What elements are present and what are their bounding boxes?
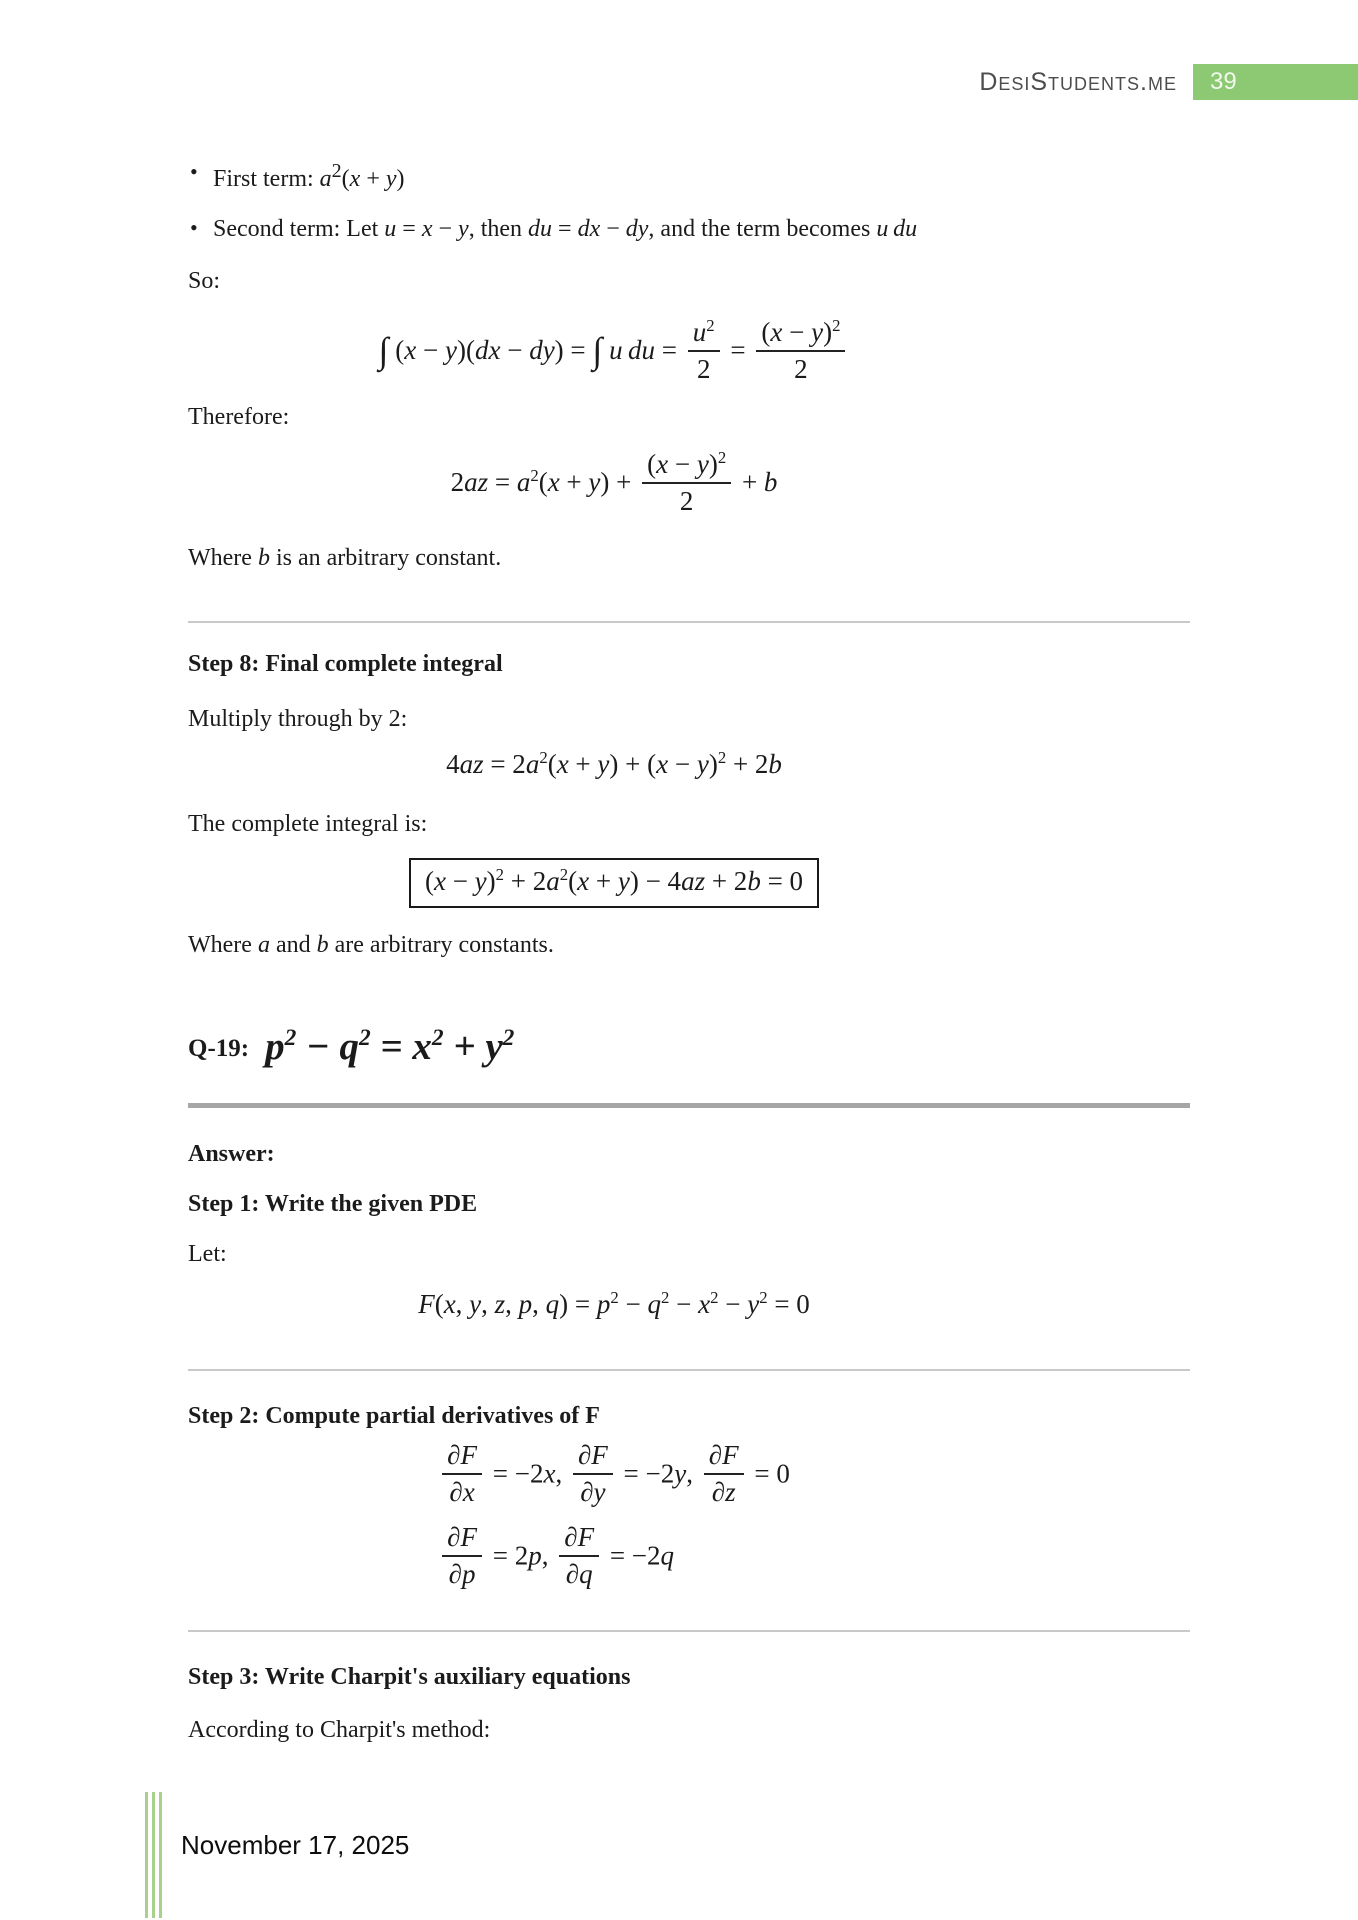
therefore-label: Therefore: xyxy=(188,404,290,430)
bullet-item-second-term xyxy=(188,216,1190,243)
page-number-badge xyxy=(1193,64,1358,100)
step-8-heading: Step 8: Final complete integral xyxy=(188,651,503,677)
section-divider xyxy=(188,621,1190,623)
equation-integral: ∫ (x − y)(dx − dy) = ∫ u du = $\frac{u^2}{2}$ = $\frac{(x - y)^2}{2}$ xyxy=(188,318,1190,387)
footer-date: November 17, 2025 xyxy=(181,1830,410,1860)
where-b-text: Where b is an arbitrary constant. xyxy=(188,545,502,571)
question-divider xyxy=(188,1103,1190,1108)
equation-F-definition: F(x, y, z, p, $q) = p^2 - q^2 - x^2 - y^2 = 0$ xyxy=(418,1288,810,1319)
bullet-text: First term: $a^2(x + y)$ xyxy=(213,160,405,192)
site-name: DesiStudents.me xyxy=(979,68,1177,96)
question-number: Q-19: xyxy=(188,1035,250,1062)
bullet-text: Second term: Let u = x − y, then du = dx − dy, and the term becomes u du xyxy=(213,216,918,242)
section-divider xyxy=(188,1630,1190,1632)
partials-line-2: $\frac{\partial F}{\partial p}$ = 2p, $\frac{\partial F}{\partial q}$ = −2q xyxy=(438,1524,790,1592)
step-3-heading: Step 3: Write Charpit's auxiliary equations xyxy=(188,1664,631,1690)
equation-partial-derivatives xyxy=(188,1442,1190,1592)
equation-boxed-result xyxy=(188,858,1190,908)
so-label: So: xyxy=(188,268,221,294)
bullet-icon: • xyxy=(190,215,198,240)
partials-line-1: $\frac{\partial F}{\partial x}$ = −2x, $\frac{\partial F}{\partial y}$ = −2y, $\frac{\partial F}{\partial z}$ = 0 xyxy=(438,1442,790,1510)
step-1-heading: Step 1: Write the given PDE xyxy=(188,1191,478,1217)
section-divider xyxy=(188,1369,1190,1371)
page-number: 39 xyxy=(1210,68,1237,95)
according-label: According to Charpit's method: xyxy=(188,1717,491,1743)
equation-2az: $2az = a^2(x + y)$ + $\frac{(x - y)^2}{2}$ + b xyxy=(450,448,778,517)
equation-4az: $4az = 2a^2(x + y) + (x - y)^2 + 2b$ xyxy=(446,748,782,779)
multiply-label: Multiply through by 2: xyxy=(188,706,408,732)
where-ab-text: Where a and b are arbitrary constants. xyxy=(188,932,554,958)
step-2-heading: Step 2: Compute partial derivatives of F xyxy=(188,1403,600,1429)
partial-derivatives-block xyxy=(438,1442,790,1592)
question-equation: $p^2 - q^2 = x^2 + y^2$ xyxy=(265,1025,515,1068)
answer-heading: Answer: xyxy=(188,1141,275,1167)
bullet-icon: • xyxy=(190,159,198,184)
let-label: Let: xyxy=(188,1241,227,1267)
bullet-item-first-term xyxy=(188,160,1190,193)
complete-integral-label: The complete integral is: xyxy=(188,811,428,837)
question-19-heading xyxy=(188,1022,514,1067)
footer-decoration-bars xyxy=(145,1792,165,1918)
boxed-equation: $(x - y)^2 + 2a^2(x + y) - 4az + 2b = 0$ xyxy=(409,858,819,908)
